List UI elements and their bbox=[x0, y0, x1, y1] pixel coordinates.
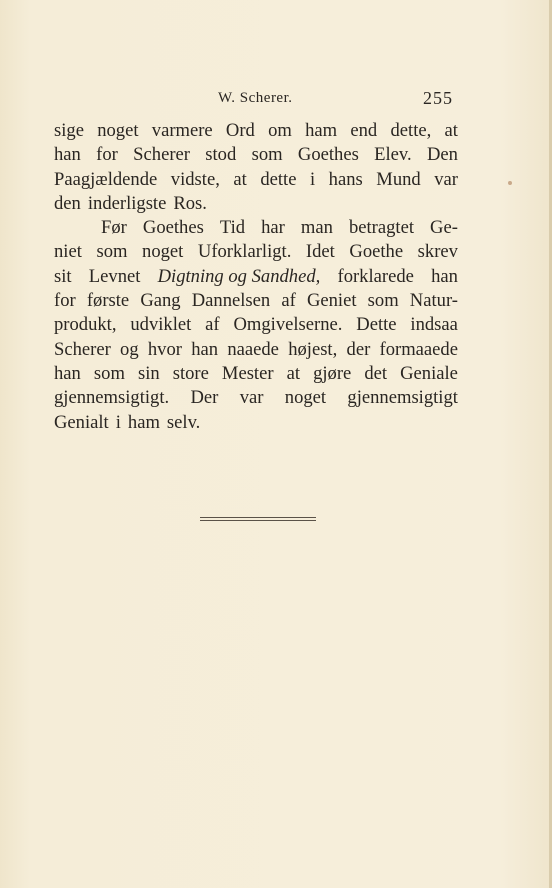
paper-speck bbox=[508, 181, 512, 185]
running-head-title: W. Scherer. bbox=[218, 90, 293, 106]
text-line-5: Før Goethes Tid har man betragtet Ge- bbox=[101, 217, 458, 239]
text-line-6: niet som noget Uforklarligt. Idet Goethe skrev bbox=[54, 241, 458, 263]
text-line-4: den inderligste Ros. bbox=[54, 192, 207, 214]
text-line-1: sige noget varmere Ord om ham end dette, at bbox=[54, 120, 458, 141]
running-head bbox=[0, 88, 552, 112]
section-end-rule bbox=[200, 517, 316, 521]
text-line-7: sit Levnet Digtning og Sandhed, forklarede han bbox=[54, 265, 458, 289]
text-line-8: for første Gang Dannelsen af Geniet som Natur- bbox=[54, 290, 458, 312]
text-line-9: produkt, udviklet af Omgivelserne. Dette indsaa bbox=[54, 314, 458, 336]
text-line-11: han som sin store Mester at gjøre det Geniale bbox=[54, 362, 458, 384]
text-line-2: han for Scherer stod som Goethes Elev. Den bbox=[54, 144, 458, 166]
text-line-12: gjennemsigtigt. Der var noget gjennemsigtigt bbox=[54, 387, 458, 409]
text-line-13: Genialt i ham selv. bbox=[54, 411, 201, 433]
page-number: 255 bbox=[423, 88, 453, 108]
book-title-italic: Digtning og Sandhed, bbox=[157, 265, 321, 287]
text-line-10: Scherer og hvor han naaede højest, der formaaede bbox=[54, 338, 458, 360]
text-line-3: Paagjældende vidste, at dette i hans Mund var bbox=[54, 168, 458, 190]
body-text bbox=[54, 119, 458, 435]
